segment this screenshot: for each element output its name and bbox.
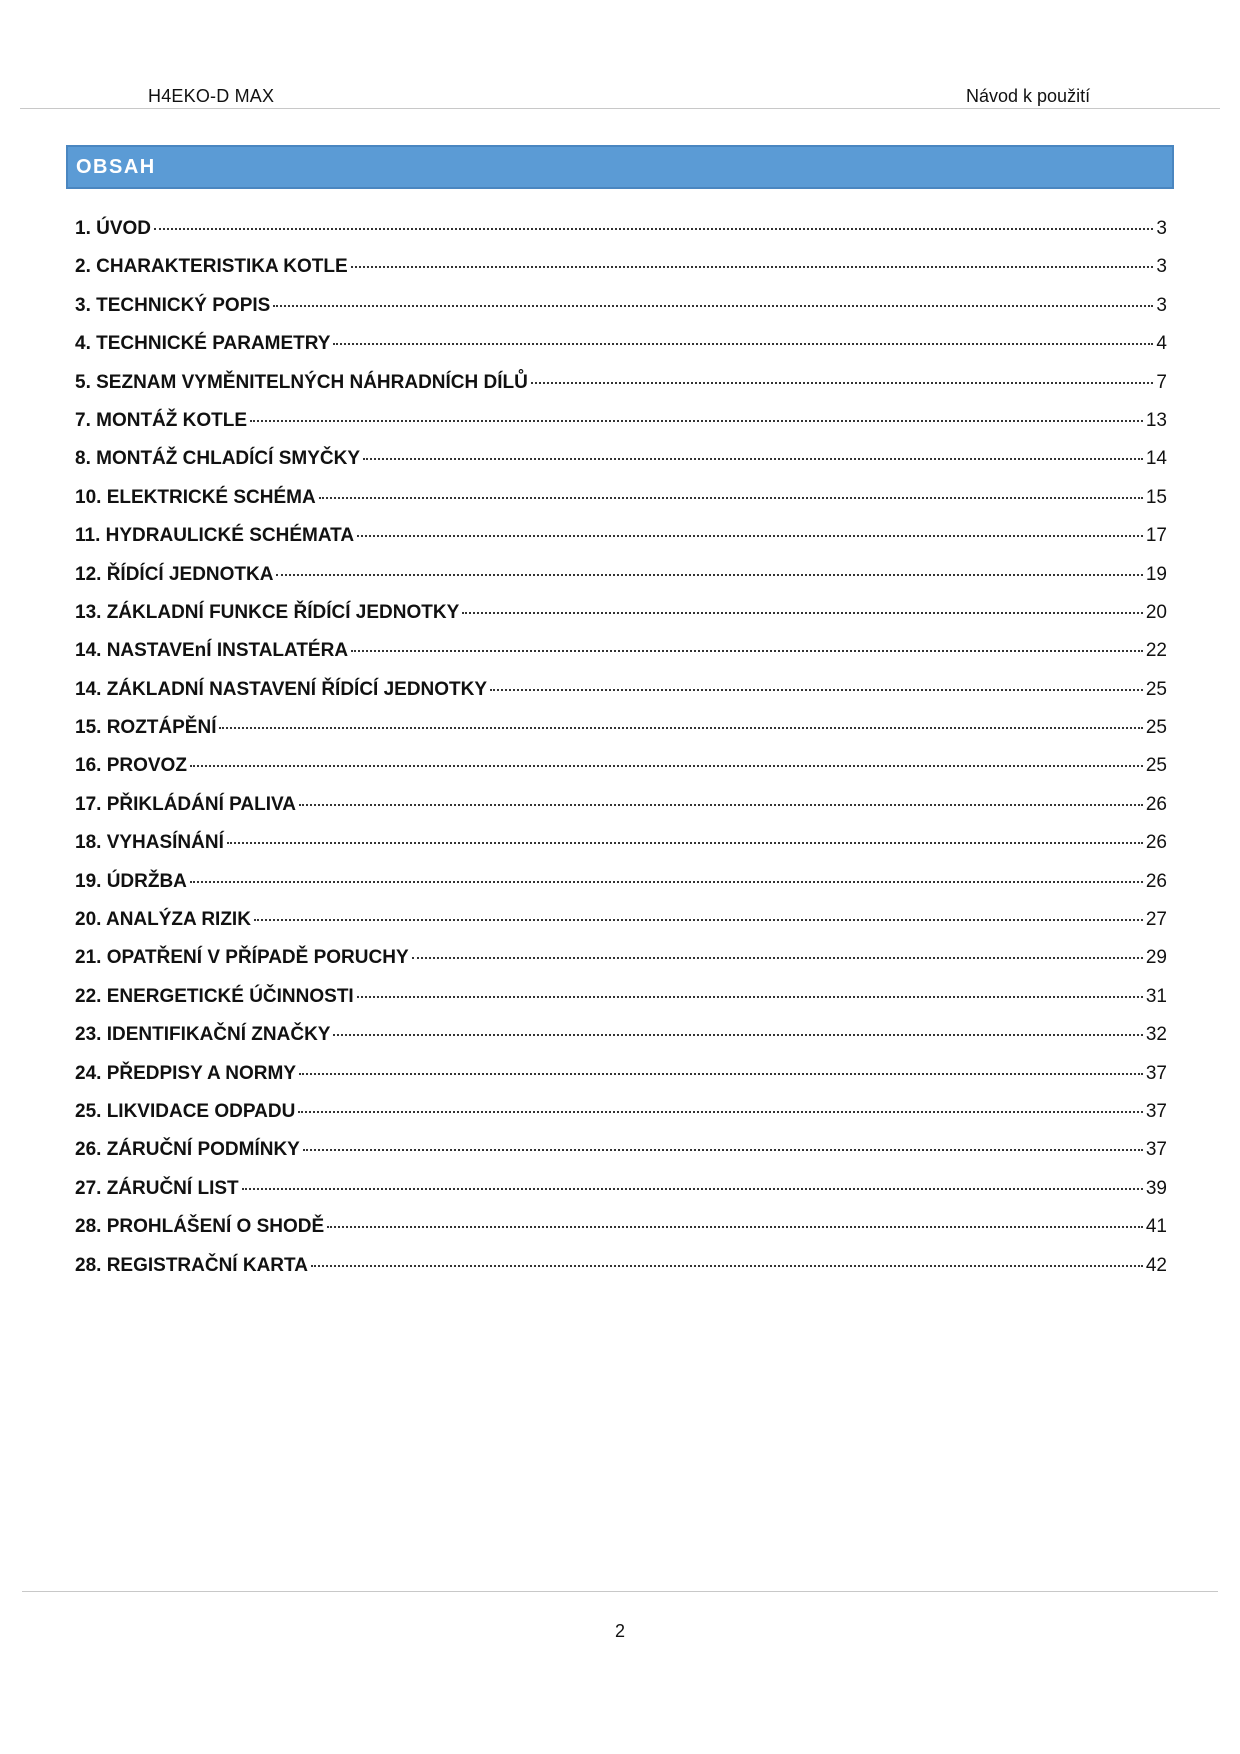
- toc-entry[interactable]: [75, 256, 1167, 294]
- toc-entry[interactable]: [75, 640, 1167, 678]
- toc-dot-leader: [490, 689, 1143, 691]
- toc-entry-label: 23. IDENTIFIKAČNÍ ZNAČKY: [75, 1024, 331, 1046]
- toc-dot-leader: [190, 765, 1143, 767]
- toc-entry-page: 25: [1145, 755, 1167, 777]
- toc-entry-page: 3: [1156, 218, 1167, 239]
- toc-dot-leader: [311, 1265, 1143, 1267]
- toc-entry[interactable]: [75, 564, 1167, 602]
- toc-entry-page: 19: [1145, 563, 1167, 585]
- toc-dot-leader: [299, 1073, 1143, 1075]
- header-product-name: H4EKO-D MAX: [148, 86, 275, 106]
- toc-dot-leader: [190, 881, 1143, 883]
- toc-entry-page: 37: [1145, 1100, 1167, 1122]
- toc-dot-leader: [319, 497, 1143, 499]
- toc-entry-label: 25. LIKVIDACE ODPADU: [75, 1100, 296, 1122]
- toc-entry[interactable]: [75, 1063, 1167, 1101]
- toc-entry-page: 29: [1145, 947, 1167, 969]
- toc-entry[interactable]: [75, 1101, 1167, 1139]
- toc-entry-page: 15: [1145, 486, 1167, 508]
- toc-dot-leader: [298, 1111, 1143, 1113]
- toc-entry-page: 7: [1156, 371, 1167, 393]
- toc-entry-page: 14: [1145, 448, 1167, 470]
- toc-entry[interactable]: [75, 525, 1167, 563]
- toc-entry-page: 25: [1145, 678, 1167, 700]
- toc-entry-label: 2. CHARAKTERISTIKA KOTLE: [75, 256, 348, 278]
- toc-entry-label: 14. ZÁKLADNÍ NASTAVENÍ ŘÍDÍCÍ JEDNOTKY: [75, 678, 488, 700]
- toc-entry[interactable]: [75, 986, 1167, 1024]
- toc-entry-label: 16. PROVOZ: [75, 755, 187, 777]
- toc-entry-label: 28. REGISTRAČNÍ KARTA: [75, 1254, 308, 1276]
- toc-entry-page: 17: [1145, 525, 1167, 547]
- toc-entry-page: 13: [1145, 409, 1167, 431]
- toc-entry[interactable]: [75, 679, 1167, 717]
- toc-entry[interactable]: [75, 794, 1167, 832]
- toc-entry-label: 28. PROHLÁŠENÍ O SHODĚ: [75, 1216, 325, 1238]
- toc-entry-label: 3. TECHNICKÝ POPIS: [75, 294, 271, 316]
- toc-entry-label: 15. ROZTÁPĚNÍ: [75, 717, 217, 739]
- toc-dot-leader: [531, 382, 1154, 384]
- toc-dot-leader: [303, 1149, 1143, 1151]
- toc-entry[interactable]: [75, 1216, 1167, 1254]
- toc-entry-page: 37: [1145, 1062, 1167, 1084]
- toc-entry[interactable]: [75, 871, 1167, 909]
- toc-entry-label: 8. MONTÁŽ CHLADÍCÍ SMYČKY: [75, 448, 360, 470]
- toc-dot-leader: [327, 1226, 1143, 1228]
- toc-entry-page: 20: [1145, 601, 1167, 623]
- toc-entry-page: 22: [1145, 640, 1167, 662]
- toc-entry-page: 25: [1145, 717, 1167, 739]
- toc-entry[interactable]: [75, 1139, 1167, 1177]
- toc-entry[interactable]: [75, 372, 1167, 410]
- toc-entry-page: 26: [1145, 793, 1167, 815]
- toc-entry-label: 4. TECHNICKÉ PARAMETRY: [75, 333, 331, 355]
- toc-dot-leader: [333, 343, 1153, 345]
- toc-dot-leader: [242, 1188, 1143, 1190]
- toc-entry[interactable]: [75, 832, 1167, 870]
- toc-entry-page: 39: [1145, 1177, 1167, 1199]
- page-number: 2: [614, 1621, 625, 1641]
- toc-entry-page: 26: [1145, 832, 1167, 854]
- toc-entry-label: 14. NASTAVEnÍ INSTALATÉRA: [75, 640, 349, 662]
- toc-title: OBSAH: [76, 156, 156, 178]
- running-header: [20, 86, 1220, 109]
- toc-entry[interactable]: [75, 947, 1167, 985]
- toc-entry-page: 27: [1145, 909, 1167, 931]
- toc-entry[interactable]: [75, 448, 1167, 486]
- toc-dot-leader: [462, 612, 1143, 614]
- toc-entry-label: 1. ÚVOD: [75, 218, 152, 239]
- toc-dot-leader: [273, 305, 1153, 307]
- toc-entry[interactable]: [75, 909, 1167, 947]
- toc-dot-leader: [357, 996, 1143, 998]
- toc-entry-page: 26: [1145, 870, 1167, 892]
- toc-entry-label: 12. ŘÍDÍCÍ JEDNOTKA: [75, 563, 274, 585]
- toc-dot-leader: [276, 574, 1142, 576]
- toc-dot-leader: [219, 727, 1142, 729]
- toc-entry[interactable]: [75, 717, 1167, 755]
- toc-entry-label: 27. ZÁRUČNÍ LIST: [75, 1177, 239, 1199]
- toc-dot-leader: [254, 919, 1143, 921]
- toc-dot-leader: [227, 842, 1143, 844]
- toc-entry-label: 22. ENERGETICKÉ ÚČINNOSTI: [75, 985, 354, 1007]
- toc-entry[interactable]: [75, 602, 1167, 640]
- toc-entry-label: 21. OPATŘENÍ V PŘÍPADĚ PORUCHY: [75, 947, 409, 969]
- toc-entry-label: 13. ZÁKLADNÍ FUNKCE ŘÍDÍCÍ JEDNOTKY: [75, 601, 460, 623]
- toc-entry-page: 41: [1145, 1216, 1167, 1238]
- toc-entry-page: 37: [1145, 1139, 1167, 1161]
- toc-entry-label: 5. SEZNAM VYMĚNITELNÝCH NÁHRADNÍCH DÍLŮ: [75, 371, 528, 393]
- toc-entry[interactable]: [75, 1178, 1167, 1216]
- toc-entry-page: 42: [1145, 1254, 1167, 1276]
- toc-entry[interactable]: [75, 218, 1167, 256]
- toc-entry[interactable]: [75, 333, 1167, 371]
- toc-entry-label: 7. MONTÁŽ KOTLE: [75, 409, 248, 431]
- toc-dot-leader: [351, 650, 1143, 652]
- toc-entry-label: 19. ÚDRŽBA: [75, 870, 187, 892]
- toc-entry[interactable]: [75, 755, 1167, 793]
- toc-dot-leader: [363, 458, 1143, 460]
- toc-entry-label: 26. ZÁRUČNÍ PODMÍNKY: [75, 1139, 300, 1161]
- toc-entry-page: 3: [1156, 256, 1167, 278]
- toc-entry-page: 4: [1156, 333, 1167, 355]
- toc-dot-leader: [154, 228, 1153, 230]
- toc-entry-label: 20. ANALÝZA RIZIK: [75, 909, 251, 931]
- footer-divider: [22, 1591, 1218, 1592]
- toc-dot-leader: [333, 1034, 1142, 1036]
- toc-entry-label: 11. HYDRAULICKÉ SCHÉMATA: [75, 525, 355, 547]
- toc-entry-page: 31: [1145, 985, 1167, 1007]
- toc-entry-label: 10. ELEKTRICKÉ SCHÉMA: [75, 486, 316, 508]
- toc-dot-leader: [357, 535, 1143, 537]
- toc-dot-leader: [299, 804, 1143, 806]
- toc-entry[interactable]: [75, 487, 1167, 525]
- toc-entry[interactable]: [75, 1024, 1167, 1062]
- toc-entry-label: 17. PŘIKLÁDÁNÍ PALIVA: [75, 793, 296, 815]
- toc-dot-leader: [250, 420, 1143, 422]
- toc-dot-leader: [351, 266, 1154, 268]
- toc-entry[interactable]: [75, 410, 1167, 448]
- table-of-contents: [75, 218, 1167, 1293]
- toc-entry[interactable]: [75, 1255, 1167, 1293]
- toc-entry[interactable]: [75, 295, 1167, 333]
- toc-dot-leader: [412, 957, 1143, 959]
- toc-entry-page: 32: [1145, 1024, 1167, 1046]
- toc-entry-label: 18. VYHASÍNÁNÍ: [75, 832, 224, 854]
- toc-entry-label: 24. PŘEDPISY A NORMY: [75, 1062, 297, 1084]
- header-document-type: Návod k použití: [966, 86, 1091, 106]
- toc-entry-page: 3: [1156, 294, 1167, 316]
- toc-title-banner: [66, 145, 1174, 189]
